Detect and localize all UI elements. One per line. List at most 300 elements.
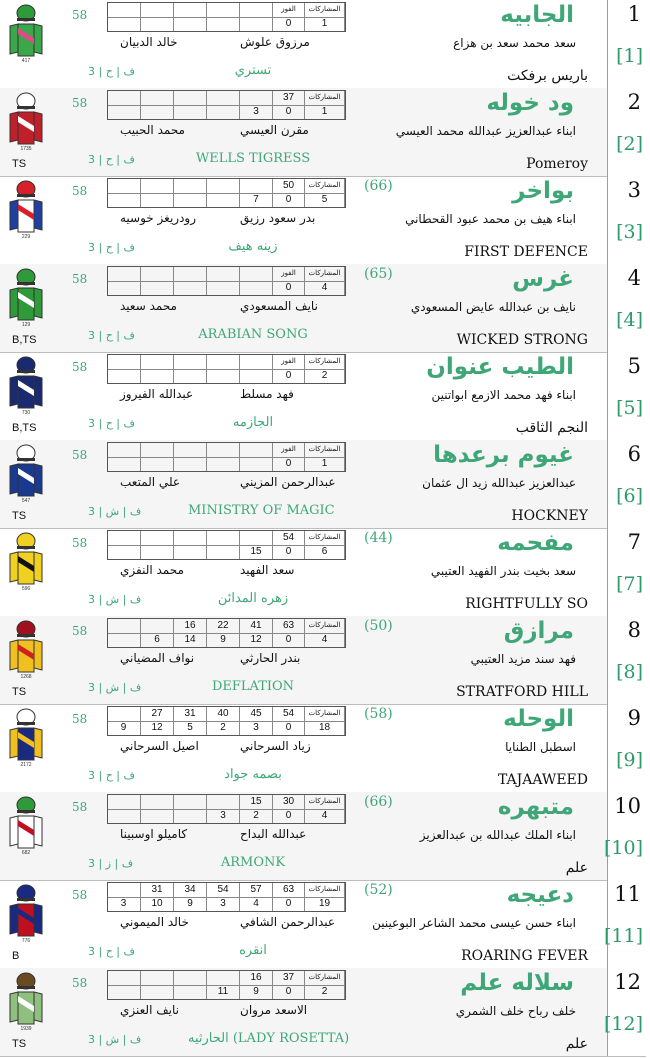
stats-cell [207,369,240,383]
form-stats-table [107,706,346,736]
stats-cell: 3 [107,897,141,911]
horse-name[interactable]: سلاله علم [460,970,574,996]
weight: 58 [72,800,88,814]
owner-name: ابناء هيف بن محمد عبود القحطاني [405,212,576,226]
stats-cell [107,971,141,985]
horse-rating: (66) [364,178,393,194]
stats-cell: المشاركات [305,91,345,105]
stats-cell: 63 [273,883,305,897]
stats-cell [174,369,207,383]
horse-name[interactable]: غيوم برعدها [433,442,574,468]
stats-cell: المشاركات [305,267,345,281]
runner-row[interactable] [0,440,646,529]
owner-name: ابناء الملك عبدالله بن عبدالعزيز [419,828,576,842]
trainer-name: مقرن العيسي [240,123,309,137]
stats-cell [141,281,174,295]
stats-cell [240,3,273,17]
stats-cell [141,17,174,31]
stats-cell: المشاركات [305,883,345,897]
stats-cell [240,267,273,281]
runner-number: 6 [627,442,641,466]
trainer-name: بدر سعود رزيق [240,211,316,225]
dam-name: DEFLATION [211,679,295,694]
stats-cell: 0 [273,545,305,559]
runner-number: 12 [614,970,641,994]
horse-name[interactable]: بواخر [512,178,574,204]
stats-cell: 15 [240,545,273,559]
stats-cell: 9 [174,897,207,911]
jockey-name: علي المتعب [120,475,181,489]
stats-cell: 16 [240,971,273,985]
stats-cell: 14 [174,633,207,647]
stats-cell [107,795,141,809]
stats-cell [240,91,273,105]
jockey-name: محمد سعيد [120,299,177,313]
gear-codes: ف | ح | 3 [88,153,135,166]
svg-text:1735: 1735 [20,146,32,152]
horse-name[interactable]: مرازق [503,618,574,644]
stats-cell [107,193,141,207]
jockey-silk-icon [4,796,48,856]
jockey-name: اصيل السرحاني [120,739,199,753]
stats-cell: 41 [240,619,273,633]
stats-cell: الفوز [273,443,305,457]
stats-cell: 37 [273,91,305,105]
runner-number: 5 [627,354,641,378]
stats-cell [141,105,174,119]
jockey-silk-icon [4,268,48,328]
runner-row[interactable] [0,968,646,1057]
stats-cell [174,105,207,119]
stats-cell [174,281,207,295]
stats-cell: المشاركات [305,531,345,545]
equipment-code: B,TS [12,422,37,434]
weight: 58 [72,184,88,198]
stats-cell [207,3,240,17]
stats-cell: 37 [273,971,305,985]
svg-text:2172: 2172 [20,762,32,768]
stats-cell: 9 [240,985,273,999]
stats-cell: 7 [240,193,273,207]
number-column [603,792,647,880]
sire-name: علم [565,1036,588,1052]
horse-name[interactable]: الطيب عنوان [426,354,574,380]
stats-cell: 6 [141,633,174,647]
stats-cell [107,105,141,119]
stats-cell [141,443,174,457]
stats-cell: المشاركات [305,971,345,985]
svg-text:730: 730 [21,410,31,416]
draw-gate: [5] [616,397,643,419]
stats-cell [207,17,240,31]
stats-cell [174,355,207,369]
stats-cell [107,179,141,193]
jockey-silk-icon [4,620,48,680]
weight: 58 [72,536,88,550]
stats-cell [141,457,174,471]
runner-number: 11 [614,882,641,906]
stats-cell: المشاركات [305,355,345,369]
stats-cell [174,971,207,985]
svg-text:776: 776 [21,938,31,944]
stats-cell: 5 [174,721,207,735]
sire-name: TAJAAWEED [497,772,588,788]
stats-cell [207,531,240,545]
number-column [607,352,647,440]
stats-cell [207,267,240,281]
runner-row[interactable] [0,704,646,793]
stats-cell [141,193,174,207]
runner-number: 10 [614,794,641,818]
stats-cell [207,971,240,985]
draw-gate: [12] [603,1013,643,1035]
stats-cell: 63 [273,619,305,633]
stats-cell [207,545,240,559]
trainer-name: بندر الحارثي [240,651,301,665]
number-column [607,176,647,264]
runner-row[interactable] [0,880,646,969]
stats-cell: 57 [240,883,273,897]
horse-name[interactable]: ود خوله [486,90,574,116]
stats-cell [107,369,141,383]
stats-cell: 4 [240,897,273,911]
trainer-name: عبدالرحمن المزيني [240,475,336,489]
runner-number: 9 [627,706,641,730]
stats-cell [174,17,207,31]
dam-name: الحارثيه (LADY ROSETTA) [188,1031,350,1046]
owner-name: ابناء فهد محمد الازمع ابواتنين [431,388,576,402]
jockey-silk-icon [4,532,48,592]
stats-cell [207,91,240,105]
gear-codes: ف | ش | 3 [88,593,142,606]
stats-cell [207,105,240,119]
stats-cell: المشاركات [305,3,345,17]
owner-name: ابناء عبدالعزيز عبدالله محمد العيسي [395,124,576,138]
stats-cell [141,355,174,369]
equipment-code: TS [12,1038,27,1050]
stats-cell: 1 [305,457,345,471]
stats-cell [141,531,174,545]
dam-name: انقره [239,943,267,958]
trainer-name: زياد السرحاني [240,739,311,753]
form-stats-table [107,794,346,824]
stats-cell [107,545,141,559]
stats-cell: 6 [305,545,345,559]
form-stats-table [107,618,346,648]
equipment-code: B [12,950,20,962]
trainer-name: عبدالله البداح [240,827,307,841]
sire-name: HOCKNEY [511,508,588,524]
stats-cell [174,795,207,809]
draw-gate: [3] [616,221,643,243]
equipment-code: B,TS [12,334,37,346]
stats-cell: 3 [240,721,273,735]
stats-cell: 4 [305,281,345,295]
stats-cell: 22 [207,619,240,633]
stats-cell: 0 [273,633,305,647]
stats-cell: 16 [174,619,207,633]
form-stats-table [107,178,346,208]
stats-cell [174,809,207,823]
form-stats-table [107,530,346,560]
jockey-name: محمد النفزي [120,563,184,577]
stats-cell: 0 [273,721,305,735]
number-column [607,88,647,176]
jockey-silk-icon [4,708,48,768]
stats-cell: 5 [305,193,345,207]
runner-number: 7 [627,530,641,554]
stats-cell: المشاركات [305,179,345,193]
form-stats-table [107,2,346,32]
stats-cell: 54 [273,707,305,721]
jockey-name: خالد الميموني [120,915,189,929]
weight: 58 [72,976,88,990]
stats-cell: 54 [207,883,240,897]
stats-cell: 45 [240,707,273,721]
stats-cell: 1 [305,17,345,31]
form-stats-table [107,882,346,912]
stats-cell [141,545,174,559]
sire-name: RIGHTFULLY SO [465,596,588,612]
stats-cell [107,985,141,999]
stats-cell: 0 [273,281,305,295]
stats-cell [107,633,141,647]
stats-cell [107,457,141,471]
stats-cell [141,619,174,633]
horse-rating: (44) [364,530,393,546]
jockey-name: كاميلو اوسبينا [120,827,188,841]
dam-name: زهره المدائن [217,591,289,606]
svg-text:1939: 1939 [20,1026,32,1032]
jockey-silk-icon [4,4,48,64]
runner-number: 3 [627,178,641,202]
stats-cell [174,91,207,105]
horse-name[interactable]: دعيجه [506,882,574,908]
stats-cell [107,355,141,369]
gear-codes: ف | ح | 3 [88,65,135,78]
stats-cell [107,883,141,897]
svg-text:596: 596 [21,586,31,592]
draw-gate: [8] [616,661,643,683]
owner-name: نايف بن عبدالله عايض المسعودي [410,300,576,314]
weight: 58 [72,96,88,110]
number-column [607,440,647,528]
runner-row[interactable] [0,264,646,353]
stats-cell [174,267,207,281]
stats-cell: 34 [174,883,207,897]
stats-cell [174,457,207,471]
sire-name: Pomeroy [526,156,588,172]
runner-row[interactable] [0,0,646,89]
stats-cell: الفوز [273,355,305,369]
stats-cell [107,267,141,281]
runner-row[interactable] [0,792,646,881]
dam-name: زينه هيف [228,239,278,254]
gear-codes: ف | ح | 3 [88,417,135,430]
draw-gate: [9] [616,749,643,771]
draw-gate: [7] [616,573,643,595]
stats-cell [207,179,240,193]
stats-cell [240,531,273,545]
trainer-name: عبدالرحمن الشافي [240,915,336,929]
draw-gate: [2] [616,133,643,155]
svg-text:229: 229 [21,234,31,240]
runner-row[interactable] [0,352,646,441]
stats-cell: 30 [273,795,305,809]
stats-cell [174,531,207,545]
stats-cell [174,443,207,457]
horse-name[interactable]: الجابيه [500,2,574,28]
stats-cell [207,281,240,295]
gear-codes: ف | ح | 3 [88,241,135,254]
stats-cell: المشاركات [305,619,345,633]
stats-cell: 0 [273,985,305,999]
runner-row[interactable] [0,176,646,265]
stats-cell: 2 [207,721,240,735]
stats-cell [207,795,240,809]
stats-cell [107,707,141,721]
stats-cell [107,443,141,457]
dam-name: MINISTRY OF MAGIC [188,503,335,518]
stats-cell [240,281,273,295]
dam-name: WELLS TIGRESS [195,151,311,166]
svg-text:129: 129 [21,322,31,328]
weight: 58 [72,624,88,638]
form-stats-table [107,90,346,120]
gear-codes: ف | ح | 3 [88,945,135,958]
stats-cell [174,193,207,207]
svg-text:417: 417 [21,58,31,64]
stats-cell: 2 [305,985,345,999]
jockey-name: رودريغز خوسيه [120,211,197,225]
number-column [607,528,647,616]
stats-cell [107,281,141,295]
jockey-name: نواف المضياني [120,651,195,665]
sire-name: باريس برفكت [507,68,588,84]
stats-cell: 1 [305,105,345,119]
equipment-code: TS [12,158,27,170]
sire-name: علم [565,860,588,876]
stats-cell: 10 [141,897,174,911]
runner-row[interactable] [0,528,646,617]
runner-number: 4 [627,266,641,290]
stats-cell: 12 [240,633,273,647]
dam-name: تستري [234,63,272,78]
stats-cell: 0 [273,17,305,31]
horse-name[interactable]: الوحله [503,706,574,732]
stats-cell [207,355,240,369]
jockey-name: عبدالله الفيروز [120,387,194,401]
stats-cell [107,619,141,633]
stats-cell [240,355,273,369]
number-column [607,616,647,704]
stats-cell: 3 [240,105,273,119]
horse-name[interactable]: متبهره [497,794,574,820]
owner-name: اسطبل الطنايا [505,740,576,754]
stats-cell [141,179,174,193]
form-stats-table [107,266,346,296]
stats-cell: 19 [305,897,345,911]
stats-cell [207,457,240,471]
stats-cell: 0 [273,105,305,119]
equipment-code: TS [12,510,27,522]
svg-text:1268: 1268 [20,674,32,680]
sire-name: FIRST DEFENCE [464,244,588,260]
stats-cell [107,3,141,17]
stats-cell: الفوز [273,3,305,17]
stats-cell [240,369,273,383]
number-column [607,264,647,352]
stats-cell [141,795,174,809]
draw-gate: [1] [616,45,643,67]
jockey-name: خالد الدبيان [120,35,178,49]
stats-cell [107,531,141,545]
jockey-name: نايف العنزي [120,1003,179,1017]
gear-codes: ف | ح | 3 [88,769,135,782]
owner-name: خلف رباح خلف الشمري [455,1004,576,1018]
number-column [607,704,647,792]
trainer-name: مرزوق علوش [240,35,310,49]
sire-name: ROARING FEVER [461,948,588,964]
owner-name: فهد سند مزيد العتيبي [470,652,576,666]
horse-rating: (52) [364,882,393,898]
equipment-code: TS [12,686,27,698]
sire-name: النجم الثاقب [515,420,588,436]
trainer-name: فهد مسلط [240,387,294,401]
number-column [607,0,647,88]
form-stats-table [107,442,346,472]
horse-name[interactable]: غرس [512,266,574,292]
jockey-silk-icon [4,444,48,504]
weight: 58 [72,448,88,462]
weight: 58 [72,712,88,726]
stats-cell: 3 [207,897,240,911]
svg-text:682: 682 [21,850,31,856]
stats-cell [141,809,174,823]
runner-row[interactable] [0,616,646,705]
horse-name[interactable]: مفحمه [497,530,574,556]
stats-cell: 50 [273,179,305,193]
weight: 58 [72,888,88,902]
stats-cell [174,985,207,999]
runner-row[interactable] [0,88,646,177]
stats-cell [141,267,174,281]
runner-number: 1 [627,2,641,26]
runner-number: 2 [627,90,641,114]
jockey-name: محمد الحبيب [120,123,185,137]
jockey-silk-icon [4,92,48,152]
horse-rating: (65) [364,266,393,282]
stats-cell: 0 [273,897,305,911]
stats-cell [207,443,240,457]
jockey-silk-icon [4,180,48,240]
stats-cell [107,91,141,105]
stats-cell: 31 [141,883,174,897]
form-stats-table [107,970,346,1000]
stats-cell [240,17,273,31]
stats-cell: 0 [273,457,305,471]
stats-cell [207,193,240,207]
horse-rating: (58) [364,706,393,722]
stats-cell [240,443,273,457]
stats-cell: المشاركات [305,795,345,809]
owner-name: ابناء حسن عيسى محمد الشاعر البوعينين [372,916,576,930]
gear-codes: ف | ش | 3 [88,1033,142,1046]
draw-gate: [11] [603,925,643,947]
stats-cell: الفوز [273,267,305,281]
stats-cell: 0 [273,193,305,207]
number-column [603,968,647,1056]
